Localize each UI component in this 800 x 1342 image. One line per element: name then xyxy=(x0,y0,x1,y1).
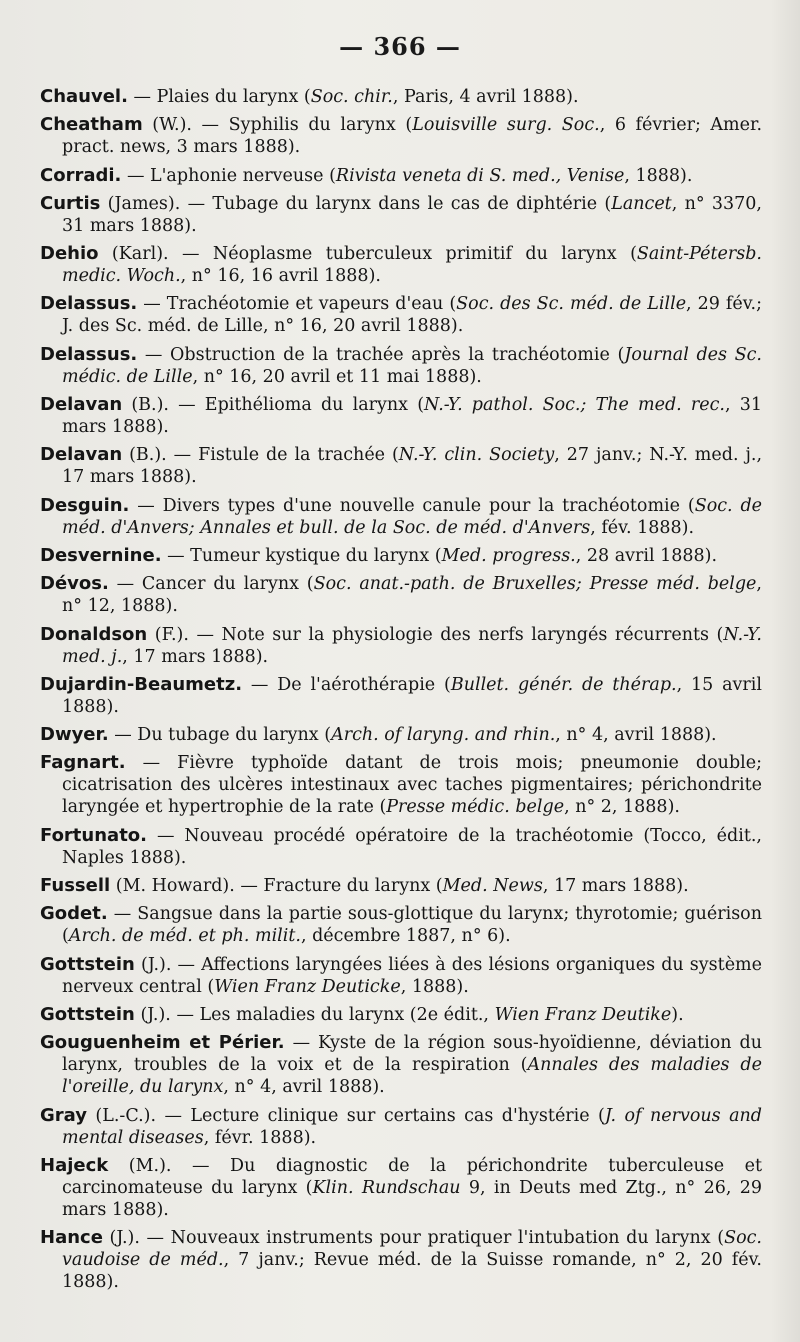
entry-details: 9, in Deuts med Ztg., n° 26, 29 mars 1888). xyxy=(62,1177,763,1220)
entry-text: (B.). — Fistule de la trachée ( xyxy=(122,445,399,466)
bibliography-entry xyxy=(40,825,762,869)
entry-details: , décembre 1887, n° 6). xyxy=(300,926,511,947)
entry-text: — Obstruction de la trachée après la trachéotomie ( xyxy=(137,344,625,365)
entry-source: Saint-Pétersb. medic. Woch. xyxy=(62,244,762,287)
bibliography-entry xyxy=(40,545,762,567)
entry-details: , fév. 1888). xyxy=(590,517,695,538)
entry-text: (James). — Tubage du larynx dans le cas de diphtérie ( xyxy=(100,193,612,214)
entry-details: ). xyxy=(671,1004,684,1025)
entry-text: (J.). — Affections laryngées liées à des lésions organiques du système nerveux central ( xyxy=(62,954,762,997)
entry-text: — Divers types d'une nouvelle canule pour la trachéotomie ( xyxy=(129,495,695,516)
entry-source: N.-Y. med. j. xyxy=(62,624,762,667)
entry-details: , n° 16, 16 avril 1888). xyxy=(180,266,381,287)
entry-source: Lancet xyxy=(611,193,672,214)
entry-source: Klin. Rundschau xyxy=(312,1177,461,1198)
entry-author: Dévos. xyxy=(40,573,109,595)
entry-author: Hance xyxy=(40,1227,103,1249)
entry-text: — Nouveau procédé opératoire de la trachéotomie (Tocco, édit., Naples 1888). xyxy=(62,825,762,868)
page-number: — 366 — xyxy=(339,32,461,61)
entry-source: Arch. of laryng. and rhin. xyxy=(331,725,556,746)
bibliography-list xyxy=(40,86,762,1299)
entry-text: (Karl). — Néoplasme tuberculeux primitif du larynx ( xyxy=(98,244,637,265)
entry-details: , n° 16, 20 avril et 11 mai 1888). xyxy=(192,366,482,387)
entry-details: , Paris, 4 avril 1888). xyxy=(392,87,579,107)
entry-text: — Tumeur kystique du larynx ( xyxy=(161,545,442,566)
bibliography-entry xyxy=(40,674,762,718)
entry-text: (M.). — Du diagnostic de la périchondrite tuberculeuse et carcinomateuse du larynx ( xyxy=(62,1155,762,1198)
entry-author: Desguin. xyxy=(40,494,130,516)
entry-details: , 29 fév.; J. des Sc. méd. de Lille, n° 16, 20 avril 1888). xyxy=(62,294,762,337)
entry-source: J. of nervous and mental diseases xyxy=(62,1105,762,1148)
entry-details: , 1888). xyxy=(400,976,469,997)
entry-text: (W.). — Syphilis du larynx ( xyxy=(142,115,413,136)
bibliography-entry xyxy=(40,86,762,108)
bibliography-entry xyxy=(40,165,762,187)
entry-source: Annales des maladies de l'oreille, du larynx xyxy=(62,1055,762,1098)
bibliography-entry xyxy=(40,1004,762,1026)
entry-author: Donaldson xyxy=(40,623,148,645)
entry-author: Chauvel. xyxy=(40,86,128,107)
bibliography-entry xyxy=(40,1227,762,1293)
entry-text: (F.). — Note sur la physiologie des nerfs laryngés récurrents ( xyxy=(147,624,724,645)
entry-author: Gouguenheim et Périer. xyxy=(40,1032,285,1054)
entry-text: — Du tubage du larynx ( xyxy=(108,725,332,746)
bibliography-entry xyxy=(40,394,762,438)
entry-source: Presse médic. belge xyxy=(386,797,565,818)
entry-author: Curtis xyxy=(40,192,101,214)
entry-source: Med. progress. xyxy=(441,545,576,566)
entry-source: N.-Y. clin. Society xyxy=(398,445,555,466)
entry-details: , n° 4, avril 1888). xyxy=(555,725,717,746)
bibliography-entry xyxy=(40,954,762,998)
entry-author: Fussell xyxy=(40,875,111,897)
entry-source: N.-Y. pathol. Soc.; The med. rec. xyxy=(424,395,725,416)
bibliography-entry xyxy=(40,724,762,746)
bibliography-entry xyxy=(40,344,762,388)
entry-text: — Kyste de la région sous-hyoïdienne, déviation du larynx, troubles de la voix et de la respiration ( xyxy=(62,1033,762,1076)
entry-author: Delassus. xyxy=(40,293,138,315)
entry-details: , 6 février; Amer. pract. news, 3 mars 1888). xyxy=(62,115,763,158)
entry-author: Hajeck xyxy=(40,1154,109,1176)
entry-text: — De l'aérothérapie ( xyxy=(242,674,451,695)
entry-author: Desvernine. xyxy=(40,544,162,566)
entry-source: Soc. anat.-path. de Bruxelles; Presse méd. belge xyxy=(313,574,757,595)
entry-source: Soc. de méd. d'Anvers; Annales et bull. de la Soc. de méd. d'Anvers xyxy=(62,495,762,538)
entry-details: , 7 janv.; Revue méd. de la Suisse romande, n° 2, 20 fév. 1888). xyxy=(62,1250,762,1293)
bibliography-entry xyxy=(40,875,762,897)
entry-author: Cheatham xyxy=(40,114,143,136)
entry-source: Bullet. génér. de thérap. xyxy=(450,674,677,695)
bibliography-entry xyxy=(40,114,762,158)
bibliography-entry xyxy=(40,1032,762,1098)
entry-author: Gottstein xyxy=(40,953,135,975)
entry-text: — Cancer du larynx ( xyxy=(108,574,314,595)
entry-details: , 15 avril 1888). xyxy=(62,674,762,717)
entry-source: Soc. vaudoise de méd. xyxy=(62,1228,762,1271)
entry-source: Arch. de méd. et ph. milit. xyxy=(68,926,301,947)
entry-text: (M. Howard). — Fracture du larynx ( xyxy=(110,876,443,897)
entry-text: (B.). — Epithélioma du larynx ( xyxy=(122,395,425,416)
bibliography-entry xyxy=(40,903,762,947)
entry-details: , n° 2, 1888). xyxy=(564,797,680,818)
entry-details: , 31 mars 1888). xyxy=(62,395,762,438)
entry-details: , févr. 1888). xyxy=(203,1127,317,1148)
entry-text: (L.-C.). — Lecture clinique sur certains cas d'hystérie ( xyxy=(86,1105,605,1126)
entry-details: , 27 janv.; N.-Y. med. j., 17 mars 1888). xyxy=(62,445,763,488)
bibliography-entry xyxy=(40,193,762,237)
page-edge-shadow xyxy=(770,0,800,1342)
entry-source: Wien Franz Deuticke xyxy=(214,976,401,997)
bibliography-entry xyxy=(40,444,762,488)
entry-author: Gray xyxy=(40,1104,87,1126)
entry-text: — Trachéotomie et vapeurs d'eau ( xyxy=(137,294,457,315)
entry-text: (J.). — Les maladies du larynx (2e édit., xyxy=(134,1004,495,1025)
bibliography-entry xyxy=(40,573,762,617)
entry-text: — Plaies du larynx ( xyxy=(127,87,311,107)
entry-author: Delavan xyxy=(40,444,123,466)
entry-text: — Sangsue dans la partie sous-glottique du larynx; thyrotomie; guérison ( xyxy=(62,904,762,947)
entry-details: , 17 mars 1888). xyxy=(122,646,269,667)
entry-details: , n° 12, 1888). xyxy=(62,574,762,617)
entry-details: , n° 3370, 31 mars 1888). xyxy=(62,193,762,236)
entry-details: , 1888). xyxy=(624,165,693,186)
bibliography-entry xyxy=(40,293,762,337)
entry-text: — Fièvre typhoïde datant de trois mois; pneumonie double; cicatrisation des ulcères intestinaux avec taches pigmentaires; périchondrite laryngée et hypertrophie de la rate ( xyxy=(62,753,762,818)
entry-author: Godet. xyxy=(40,903,108,925)
bibliography-entry xyxy=(40,495,762,539)
entry-text: — L'aphonie nerveuse ( xyxy=(121,165,336,186)
entry-source: Soc. des Sc. méd. de Lille xyxy=(456,294,687,315)
entry-author: Fagnart. xyxy=(40,752,126,774)
entry-author: Delavan xyxy=(40,394,123,416)
entry-source: Journal des Sc. médic. de Lille xyxy=(62,344,762,387)
entry-source: Rivista veneta di S. med., Venise xyxy=(335,165,625,186)
entry-author: Dehio xyxy=(40,243,99,265)
entry-details: , n° 4, avril 1888). xyxy=(223,1077,385,1098)
bibliography-entry xyxy=(40,1105,762,1149)
bibliography-entry xyxy=(40,624,762,668)
entry-source: Med. News xyxy=(442,876,543,897)
bibliography-entry xyxy=(40,752,762,818)
entry-author: Gottstein xyxy=(40,1003,135,1025)
entry-author: Dujardin-Beaumetz. xyxy=(40,673,243,695)
entry-source: Soc. chir. xyxy=(310,87,393,107)
entry-author: Delassus. xyxy=(40,343,138,365)
entry-text: (J.). — Nouveaux instruments pour pratiquer l'intubation du larynx ( xyxy=(102,1228,725,1249)
entry-source: Louisville surg. Soc. xyxy=(412,115,600,136)
entry-author: Fortunato. xyxy=(40,824,147,846)
entry-author: Dwyer. xyxy=(40,724,109,746)
entry-details: , 28 avril 1888). xyxy=(575,545,718,566)
entry-source: Wien Franz Deutike xyxy=(494,1004,672,1025)
entry-details: , 17 mars 1888). xyxy=(542,876,689,897)
bibliography-entry xyxy=(40,1155,762,1221)
entry-author: Corradi. xyxy=(40,164,122,186)
bibliography-entry xyxy=(40,243,762,287)
